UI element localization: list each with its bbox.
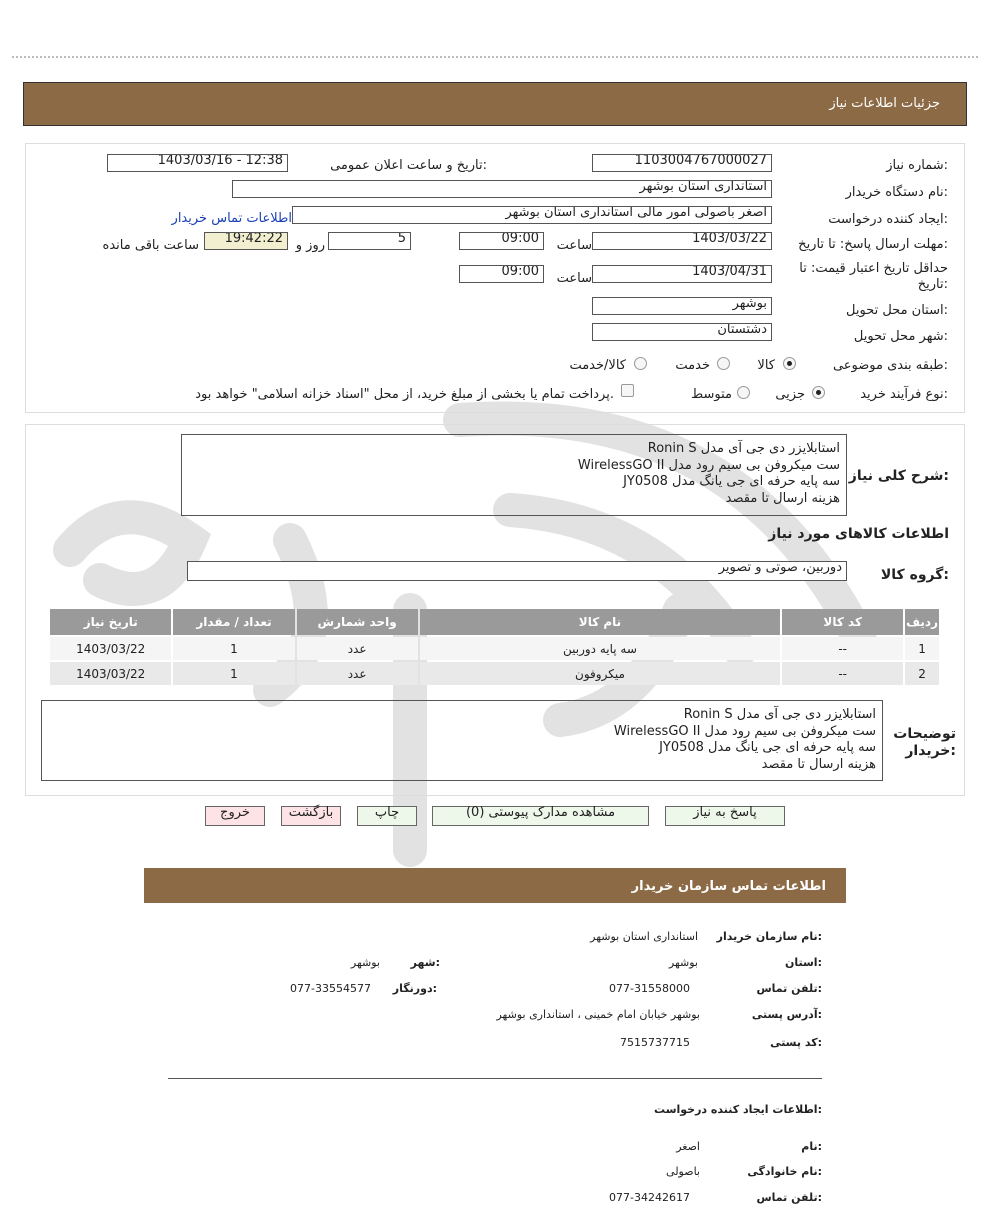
creator-phone-value: 077-34242617 bbox=[609, 1191, 690, 1204]
cell-code: -- bbox=[782, 637, 903, 660]
col-unit: واحد شمارش bbox=[297, 609, 418, 635]
notes-line-1: استابلایزر دی جی آی مدل Ronin S bbox=[683, 707, 876, 722]
announce-field: 1403/03/16 - 12:38 bbox=[107, 154, 288, 172]
process-option-minor: جزیی bbox=[775, 387, 805, 402]
notes-line-3: سه پایه حرفه ای جی یانگ مدل JY0508 bbox=[659, 740, 876, 755]
deadline-date-field: 1403/03/22 bbox=[592, 232, 772, 250]
validity-time-label: ساعت bbox=[556, 271, 592, 286]
process-radio-minor[interactable] bbox=[812, 386, 825, 399]
days-field: 5 bbox=[328, 232, 411, 250]
col-name: نام کالا bbox=[420, 609, 781, 635]
contact-address-value: بوشهر خیابان امام خمینی ، استانداری بوشهر bbox=[496, 1008, 700, 1021]
category-option-service: خدمت bbox=[675, 358, 710, 373]
table-row bbox=[50, 637, 939, 660]
contact-org-label: نام سازمان خریدار: bbox=[716, 930, 822, 943]
province-field: بوشهر bbox=[592, 297, 772, 315]
need-number-field: 1103004767000027 bbox=[592, 154, 772, 172]
creator-phone-label: تلفن تماس: bbox=[756, 1191, 822, 1204]
cell-row: 1 bbox=[905, 637, 939, 660]
creator-family-value: باصولی bbox=[666, 1165, 700, 1178]
col-date: تاریخ نیاز bbox=[50, 609, 171, 635]
creator-info-title: اطلاعات ایجاد کننده درخواست: bbox=[654, 1103, 822, 1116]
category-radio-goods[interactable] bbox=[783, 357, 796, 370]
deadline-time-field: 09:00 bbox=[459, 232, 544, 250]
summary-line-3: سه پایه حرفه ای جی یانگ مدل JY0508 bbox=[623, 474, 840, 489]
contact-header bbox=[144, 868, 846, 903]
contact-province-value: بوشهر bbox=[668, 956, 698, 969]
page-header bbox=[23, 82, 967, 126]
category-option-goods-service: کالا/خدمت bbox=[569, 358, 626, 373]
col-code: کد کالا bbox=[782, 609, 903, 635]
contact-fax-label: دورنگار: bbox=[392, 982, 437, 995]
announce-label: تاریخ و ساعت اعلان عمومی: bbox=[330, 158, 487, 173]
creator-name-label: نام: bbox=[801, 1140, 822, 1153]
contact-postal-value: 7515737715 bbox=[620, 1036, 690, 1049]
contact-city-value: بوشهر bbox=[350, 956, 380, 969]
page-title: جزئیات اطلاعات نیاز bbox=[829, 96, 940, 111]
deadline-time-label: ساعت bbox=[556, 238, 592, 253]
buyer-contact-link[interactable]: اطلاعات تماس خریدار bbox=[171, 211, 292, 226]
goods-section-title: اطلاعات کالاهای مورد نیاز bbox=[768, 526, 949, 542]
contact-title: اطلاعات تماس سازمان خریدار bbox=[631, 879, 826, 894]
process-radio-medium[interactable] bbox=[737, 386, 750, 399]
remaining-label: ساعت باقی مانده bbox=[102, 238, 199, 253]
category-radio-goods-service[interactable] bbox=[634, 357, 647, 370]
cell-date: 1403/03/22 bbox=[50, 662, 171, 685]
summary-box bbox=[181, 434, 847, 516]
deadline-label: مهلت ارسال پاسخ: تا تاریخ: bbox=[798, 237, 948, 252]
cell-date: 1403/03/22 bbox=[50, 637, 171, 660]
summary-line-1: استابلایزر دی جی آی مدل Ronin S bbox=[647, 441, 840, 456]
contact-province-label: استان: bbox=[784, 956, 822, 969]
buyer-notes-box bbox=[41, 700, 883, 781]
validity-date-field: 1403/04/31 bbox=[592, 265, 772, 283]
goods-table bbox=[48, 607, 941, 687]
buyer-org-field: استانداری استان بوشهر bbox=[232, 180, 772, 198]
contact-org-value: استانداری استان بوشهر bbox=[590, 930, 698, 943]
reply-button[interactable]: پاسخ به نیاز bbox=[665, 806, 785, 826]
cell-qty: 1 bbox=[173, 662, 294, 685]
contact-city-label: شهر: bbox=[410, 956, 440, 969]
need-number-label: شماره نیاز: bbox=[886, 158, 948, 173]
cell-row: 2 bbox=[905, 662, 939, 685]
goods-table-header bbox=[50, 609, 939, 635]
buyer-notes-label: توضیحات خریدار: bbox=[893, 726, 956, 759]
cell-unit: عدد bbox=[297, 662, 418, 685]
summary-label: شرح کلی نیاز: bbox=[848, 468, 949, 484]
treasury-note: پرداخت تمام یا بخشی از مبلغ خرید، از محل "اسناد خزانه اسلامی" خواهد بود. bbox=[195, 387, 614, 402]
attachments-button[interactable]: مشاهده مدارک پیوستی (0) bbox=[432, 806, 649, 826]
process-label: نوع فرآیند خرید: bbox=[860, 387, 948, 402]
creator-label: ایجاد کننده درخواست: bbox=[828, 212, 948, 227]
creator-name-value: اصغر bbox=[676, 1140, 700, 1153]
table-row bbox=[50, 662, 939, 685]
contact-postal-label: کد پستی: bbox=[770, 1036, 822, 1049]
contact-divider bbox=[168, 1078, 822, 1079]
back-button[interactable]: بازگشت bbox=[281, 806, 341, 826]
cell-unit: عدد bbox=[297, 637, 418, 660]
creator-family-label: نام خانوادگی: bbox=[747, 1165, 822, 1178]
buyer-org-label: نام دستگاه خریدار: bbox=[845, 185, 948, 200]
treasury-checkbox[interactable] bbox=[621, 384, 634, 397]
summary-line-2: ست میکروفن بی سیم رود مدل WirelessGO II bbox=[577, 457, 840, 473]
col-row: ردیف bbox=[905, 609, 939, 635]
city-field: دشتستان bbox=[592, 323, 772, 341]
cell-name: میکروفون bbox=[420, 662, 781, 685]
category-radio-service[interactable] bbox=[717, 357, 730, 370]
goods-group-label: گروه کالا: bbox=[880, 567, 949, 583]
summary-line-4: هزینه ارسال تا مقصد bbox=[725, 490, 840, 506]
category-label: طبقه بندی موضوعی: bbox=[832, 358, 948, 373]
days-label: روز و bbox=[295, 238, 325, 253]
cell-code: -- bbox=[782, 662, 903, 685]
top-divider bbox=[12, 56, 978, 58]
cell-qty: 1 bbox=[173, 637, 294, 660]
print-button[interactable]: چاپ bbox=[357, 806, 417, 826]
remaining-time-field: 19:42:22 bbox=[204, 232, 288, 250]
contact-phone-value: 077-31558000 bbox=[609, 982, 690, 995]
validity-time-field: 09:00 bbox=[459, 265, 544, 283]
contact-fax-value: 077-33554577 bbox=[290, 982, 371, 995]
exit-button[interactable]: خروج bbox=[205, 806, 265, 826]
province-label: استان محل تحویل: bbox=[846, 303, 948, 318]
notes-line-2: ست میکروفن بی سیم رود مدل WirelessGO II bbox=[613, 723, 876, 739]
contact-address-label: آدرس پستی: bbox=[751, 1008, 822, 1021]
cell-name: سه پایه دوربین bbox=[420, 637, 781, 660]
city-label: شهر محل تحویل: bbox=[853, 329, 948, 344]
category-option-goods: کالا bbox=[757, 358, 775, 373]
notes-line-4: هزینه ارسال تا مقصد bbox=[761, 756, 876, 772]
creator-field: اصغر باصولی امور مالی استانداری استان بوشهر bbox=[292, 206, 772, 224]
col-qty: تعداد / مقدار bbox=[173, 609, 294, 635]
min-validity-label: حداقل تاریخ اعتبار قیمت: تا تاریخ: bbox=[799, 261, 948, 292]
process-option-medium: متوسط bbox=[691, 387, 732, 402]
contact-phone-label: تلفن تماس: bbox=[756, 982, 822, 995]
goods-group-field: دوربین، صوتی و تصویر bbox=[187, 561, 847, 581]
